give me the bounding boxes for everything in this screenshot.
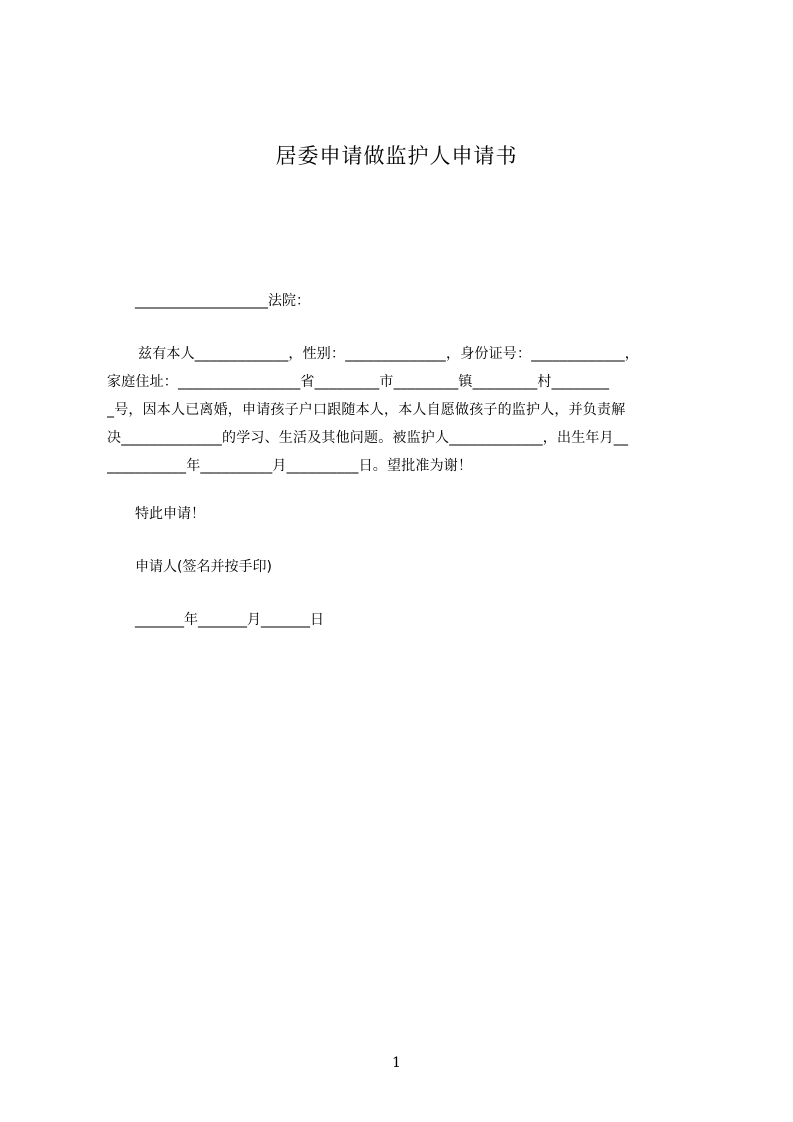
body-paragraph	[107, 340, 699, 480]
page-number: 1	[392, 1055, 401, 1071]
closing-line: 特此申请！	[135, 506, 205, 522]
salutation-line: ___________________法院：	[135, 293, 310, 309]
applicant-signature-line: 申请人(签名并按手印)	[135, 559, 272, 575]
document-title: 居委申请做监护人申请书	[275, 144, 518, 168]
body-line-3: _号，因本人已离婚，申请孩子户口跟随本人，本人自愿做孩子的监护人，并负责解	[107, 402, 626, 418]
body-line-2: 家庭住址：_________________省_________市_________镇_________村________	[107, 374, 610, 390]
body-line-1: 兹有本人_____________，性别：______________，身份证号：_____________，	[138, 346, 639, 362]
body-line-4: 决______________的学习、生活及其他问题。被监护人_____________，出生年月__	[107, 430, 629, 446]
date-line: _______年_______月_______日	[135, 612, 324, 628]
body-line-5: ___________年__________月__________日。望批准为谢！	[107, 458, 473, 474]
